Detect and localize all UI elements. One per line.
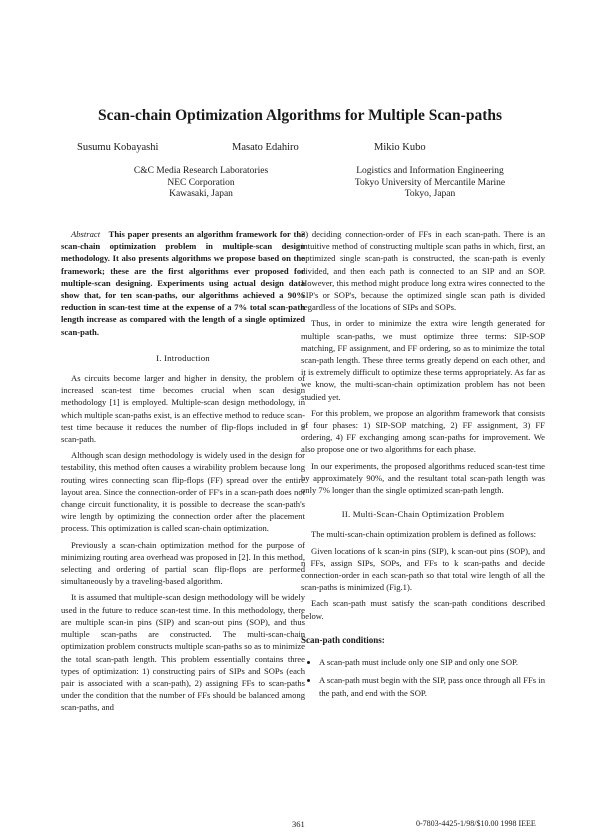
paragraph: In our experiments, the proposed algorithms reduced scan-test time by approximately 90%, and the resultant total scan-path length was only 7% longer than the single optimized scan-path length.	[301, 460, 545, 496]
author-name: Mikio Kubo	[374, 142, 426, 153]
affiliation-line: NEC Corporation	[167, 177, 235, 188]
author-name: Susumu Kobayashi	[77, 142, 159, 153]
paragraph: 3) deciding connection-order of FFs in each scan-path. There is an intuitive method of constructing multiple scan paths in which, first, an optimized single scan-path is constructed, the scan-path is evenly divided, and then each path is connected to an SIP and an SOP. However, this method might produce long extra wires connected to the SIP's or SOP's, because the optimized single scan path is divided regardless of the locations of SIPs and SOPs.	[301, 229, 545, 313]
affiliation-line: C&C Media Research Laboratories	[133, 166, 269, 176]
list-item: • A scan-path must begin with the SIP, pass once through all FFs in the path, and end with the SOP.	[319, 674, 545, 698]
abstract	[61, 228, 305, 338]
section-heading: I. Introduction	[156, 352, 210, 363]
paragraph: It is assumed that multiple-scan design methodology will be widely used in the future to reduce scan-test time. In this methodology, there are multiple scan-in pins (SIP) and scan-out pins (SOP), and thus multiple scan-paths are constructed. The multi-scan-chain optimization problem constructs multiple scan-paths so as to minimize the total scan-path length. This problem essentially contains three types of optimization: 1) constructing pairs of SIPs and SOPs (each pair is associated with a scan-path), 2) assigning FFs to scan-paths under the condition that the number of FFs should be balanced among scan-paths, and	[61, 592, 305, 713]
footer-copyright: 0-7803-4425-1/98/$10.00 1998 IEEE	[416, 819, 536, 828]
author-name: Masato Edahiro	[232, 142, 299, 153]
conditions-list	[301, 656, 545, 699]
paragraph: For this problem, we propose an algorithm framework that consists of four phases: 1) SIP-SOP matching, 2) FF assignment, 3) FF ordering, 4) FF exchanging among scan-paths for improvement. We also propose one or two algorithms for each phase.	[301, 407, 545, 455]
affiliation-line: Logistics and Information Engineering	[356, 166, 504, 176]
abstract-text: This paper presents an algorithm framework for the scan-chain optimization problem in multiple-scan design methodology. It also presents algorithms we propose based on the framework; these are the first algorithms ever proposed for multiple-scan designing. Experiments using actual design data show that, for ten scan-paths, our algorithms achieved a 90% reduction in scan-test time at the expense of a 7% total scan-path length increase as compared with the length of a single optimized scan-path.	[61, 229, 305, 337]
abstract-label: Abstract	[71, 229, 101, 239]
page-number: 361	[292, 819, 305, 829]
paragraph: Although scan design methodology is widely used in the design for testability, this method often causes a wirability problem because long routing wires connecting scan flip-flops (FF) spread over the entire layout area. Since the connection-order of FF's in a scan-path does not change circuit functionality, it is possible to decrease the scan-path's wire length by optimizing the connection order after the placement process. This optimization is called scan-chain optimization.	[61, 450, 305, 534]
paragraph: As circuits become larger and higher in density, the problem of increased scan-test time becomes crucial when scan design methodology [1] is employed. Multiple-scan design methodology, in which multiple scan-paths exist, is an effective method to reduce scan-test time because it reduces the number of flip-flops included in a scan-path.	[61, 373, 305, 445]
paragraph: The multi-scan-chain optimization problem is defined as follows:	[311, 529, 537, 540]
affiliation-left	[86, 166, 316, 201]
conditions-heading: Scan-path conditions:	[301, 634, 385, 645]
paragraph: Previously a scan-chain optimization method for the purpose of minimizing routing area overhead was proposed in [2]. In this method, selecting and ordering of partial scan flip-flops are performed simultaneously by a traveling-based algorithm.	[61, 539, 305, 587]
affiliation-line: Tokyo, Japan	[404, 189, 456, 199]
paper-title: Scan-chain Optimization Algorithms for Multiple Scan-paths	[97, 107, 503, 124]
right-column	[301, 228, 545, 705]
affiliation-line: Tokyo University of Mercantile Marine	[354, 177, 506, 188]
paragraph: Given locations of k scan-in pins (SIP), k scan-out pins (SOP), and n FFs, assign SIPs, SOPs, and FFs to k scan-paths and decide connection-order in each scan-path so that total wire length of all the scan-paths is minimized (Fig.1).	[301, 545, 545, 593]
left-column	[61, 228, 305, 718]
section-heading: II. Multi-Scan-Chain Optimization Problem	[341, 509, 505, 520]
paragraph: Each scan-path must satisfy the scan-path conditions described below.	[301, 598, 545, 621]
paragraph: Thus, in order to minimize the extra wire length generated for multiple scan-paths, we must optimize three terms: SIP-SOP matching, FF assignment, and FF ordering, so as to minimize the total scan-path length. These three terms greatly depend on each other, and it is extremely difficult to optimize these terms appropriately. As far as we know, the multi-scan-chain optimization problem has not been studied yet.	[301, 318, 545, 402]
affiliation-right	[310, 166, 550, 201]
list-item: • A scan-path must include only one SIP and only one SOP.	[319, 656, 545, 668]
affiliation-line: Kawasaki, Japan	[169, 189, 233, 199]
